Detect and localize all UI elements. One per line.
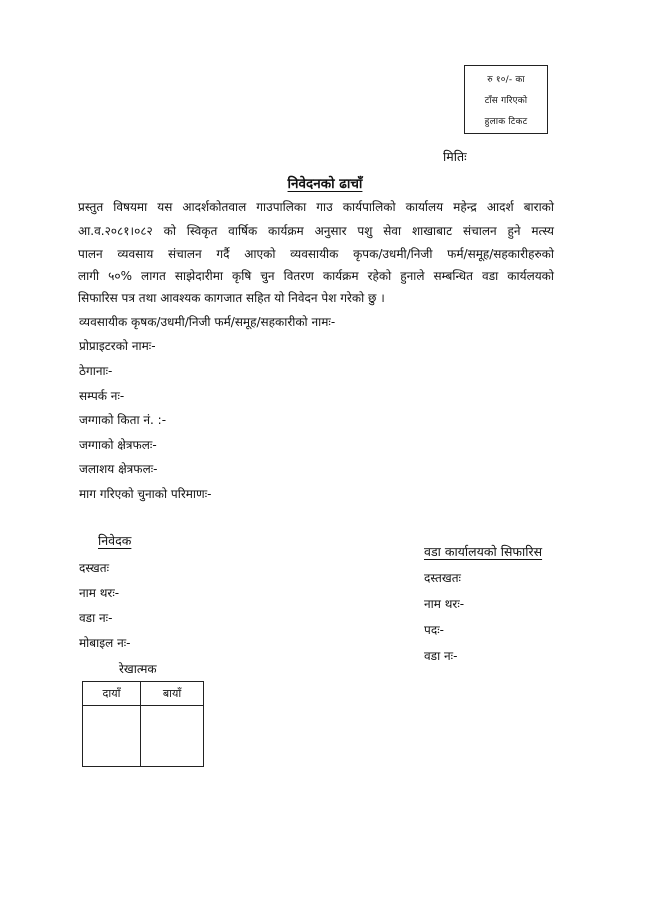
- applicant-heading: निवेदक: [98, 533, 132, 548]
- fingerprint-table-header-line: [83, 705, 203, 706]
- fingerprint-table: [82, 681, 204, 767]
- fingerprint-right-thumb-label: दायाँ: [102, 687, 121, 700]
- ward-position-field: पदः-: [424, 623, 444, 637]
- page-title: [0, 174, 650, 192]
- page-title-text: निवेदनको ढाचाँ: [287, 176, 363, 192]
- paragraph-line-1: प्रस्तुत विषयमा यस आदर्शकोतवाल गाउपालिका गाउ कार्यपालिको कार्यालय महेन्द्र आदर्श बाराको: [78, 200, 554, 214]
- field-contact: सम्पर्क नः-: [79, 389, 125, 403]
- applicant-ward-field: वडा नः-: [79, 611, 113, 625]
- ward-signature-field: दस्तखतः: [424, 571, 461, 585]
- stamp-line-2: टाँस गरिएको: [484, 96, 528, 106]
- applicant-mobile-field: मोबाइल नः-: [79, 636, 131, 650]
- paragraph-line-2: आ.व.२०८१।०८२ को स्विकृत वार्षिक कार्यक्रम अनुसार पशु सेवा शाखाबाट संचालन हुने मत्स्य: [78, 224, 554, 238]
- ward-number-field: वडा नः-: [424, 649, 458, 663]
- paragraph-line-3: पालन व्यवसाय संचालन गर्दै आएको व्यवसायीक कृपक/उधमी/निजी फर्म/समूह/सहकारीहरुको: [78, 247, 554, 261]
- fingerprint-heading: रेखात्मक: [119, 662, 157, 676]
- field-land-plot-number: जग्गाको किता नं. :-: [79, 413, 167, 427]
- postage-stamp-box: [464, 65, 548, 134]
- stamp-line-1: रु १०/- का: [487, 75, 525, 85]
- fingerprint-left-thumb-label: बायाँ: [162, 687, 182, 700]
- field-proprietor-name: प्रोप्राइटरको नामः-: [79, 339, 156, 353]
- applicant-signature-field: दस्खतः: [79, 561, 110, 575]
- applicant-name-field: नाम थरः-: [79, 586, 120, 600]
- stamp-line-3: हुलाक टिकट: [484, 117, 528, 127]
- field-pond-area: जलाशय क्षेत्रफलः-: [79, 462, 158, 476]
- field-land-area: जग्गाको क्षेत्रफलः-: [79, 438, 157, 452]
- field-lime-quantity: माग गरिएको चुनाको परिमाणः-: [79, 487, 212, 501]
- date-label: मितिः: [443, 149, 467, 164]
- field-address: ठेगानाः-: [79, 364, 113, 378]
- ward-recommendation-heading: वडा कार्यालयको सिफारिस: [424, 544, 543, 559]
- ward-name-field: नाम थरः-: [424, 597, 465, 611]
- field-business-name: व्यवसायीक कृषक/उधमी/निजी फर्म/समूह/सहकारीको नामः-: [79, 315, 336, 329]
- paragraph-line-4: लागी ५०% लागत साझेदारीमा कृषि चुन वितरण कार्यक्रम रहेको हुनाले सम्बन्धित वडा कार्यलयको: [78, 269, 554, 283]
- paragraph-line-5: सिफारिस पत्र तथा आवश्यक कागजात सहित यो निवेदन पेश गरेको छु ।: [78, 291, 385, 305]
